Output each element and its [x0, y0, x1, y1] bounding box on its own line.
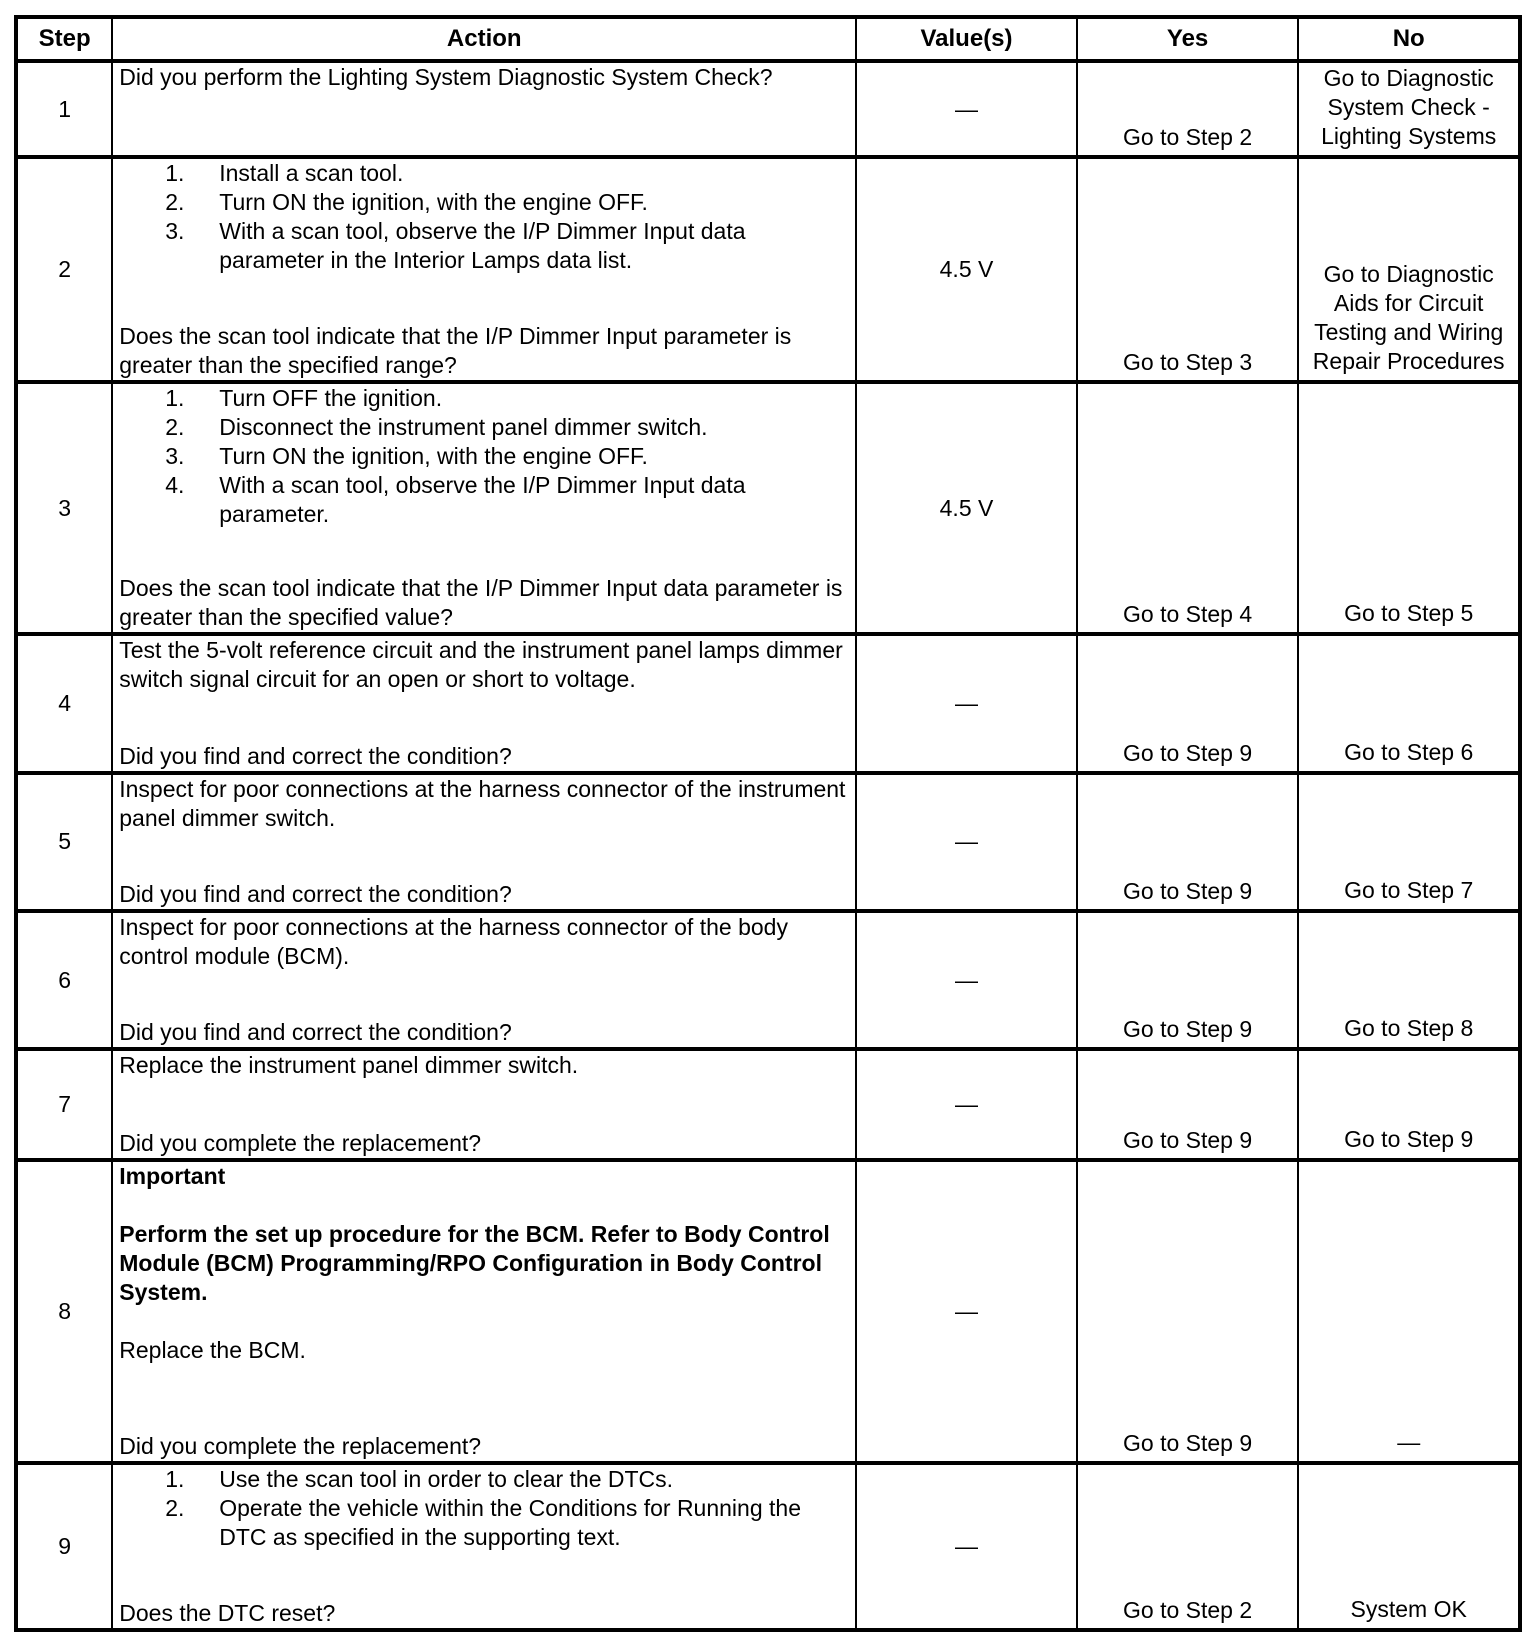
action-steps: [119, 1465, 849, 1552]
table-row: [16, 1160, 1520, 1463]
table-row: [16, 382, 1520, 635]
action-cell: [112, 1049, 856, 1159]
table-row: [16, 911, 1520, 1049]
header-yes: Yes: [1077, 17, 1299, 61]
action-question: Did you find and correct the condition?: [119, 1019, 512, 1046]
value-cell: —: [856, 773, 1077, 911]
step-number: 4: [16, 634, 112, 772]
important-text: Perform the set up procedure for the BCM. Refer to Body Control Module (BCM) Programming/RPO Configuration in Body Control System.: [119, 1220, 830, 1305]
no-cell: Go to Step 6: [1298, 634, 1520, 772]
action-step-item: 3. With a scan tool, observe the I/P Dimmer Input data parameter in the Interior Lamps data list.: [165, 218, 746, 274]
action-question: Does the scan tool indicate that the I/P Dimmer Input parameter is greater than the specified range?: [119, 322, 792, 378]
step-number: 6: [16, 911, 112, 1049]
action-cell: [112, 1160, 856, 1463]
header-no: No: [1298, 17, 1520, 61]
step-number: 3: [16, 382, 112, 635]
step-number: 9: [16, 1463, 112, 1631]
action-text: Inspect for poor connections at the harness connector of the body control module (BCM).: [119, 914, 788, 970]
value-cell: 4.5 V: [856, 382, 1077, 635]
step-number: 7: [16, 1049, 112, 1159]
table-row: [16, 61, 1520, 157]
value-cell: —: [856, 911, 1077, 1049]
table-row: [16, 773, 1520, 911]
action-step-item: 3. Turn ON the ignition, with the engine OFF.: [165, 442, 648, 469]
action-cell: [112, 634, 856, 772]
action-question: Does the scan tool indicate that the I/P Dimmer Input data parameter is greater than the specified value?: [119, 575, 843, 631]
table-row: [16, 157, 1520, 382]
table-row: [16, 1463, 1520, 1631]
action-text: Replace the BCM.: [119, 1336, 306, 1363]
no-cell: Go to Step 8: [1298, 911, 1520, 1049]
action-step-item: 2. Turn ON the ignition, with the engine OFF.: [165, 189, 648, 216]
yes-cell: Go to Step 4: [1077, 382, 1299, 635]
step-number: 1: [16, 61, 112, 157]
action-cell: [112, 61, 856, 157]
table-row: [16, 634, 1520, 772]
yes-cell: Go to Step 2: [1077, 1463, 1299, 1631]
header-step: Step: [16, 17, 112, 61]
action-cell: [112, 382, 856, 635]
header-action: Action: [112, 17, 856, 61]
yes-cell: Go to Step 2: [1077, 61, 1299, 157]
no-cell: Go to Diagnostic System Check - Lighting Systems: [1298, 61, 1520, 157]
action-text: Inspect for poor connections at the harness connector of the instrument panel dimmer switch.: [119, 775, 846, 831]
no-cell: Go to Step 9: [1298, 1049, 1520, 1159]
action-cell: [112, 1463, 856, 1631]
no-cell: System OK: [1298, 1463, 1520, 1631]
action-text: Test the 5-volt reference circuit and the instrument panel lamps dimmer switch signal circuit for an open or short to voltage.: [119, 637, 843, 693]
value-cell: —: [856, 1463, 1077, 1631]
value-cell: —: [856, 1160, 1077, 1463]
action-steps: [119, 384, 849, 529]
no-cell: Go to Step 5: [1298, 382, 1520, 635]
action-question: Did you find and correct the condition?: [119, 881, 512, 908]
yes-cell: Go to Step 3: [1077, 157, 1299, 382]
no-cell: Go to Diagnostic Aids for Circuit Testing and Wiring Repair Procedures: [1298, 157, 1520, 382]
action-step-item: 1. Use the scan tool in order to clear the DTCs.: [165, 1465, 674, 1492]
action-question: Did you complete the replacement?: [119, 1432, 482, 1459]
action-steps: [119, 159, 849, 275]
action-question: Did you perform the Lighting System Diagnostic System Check?: [119, 64, 773, 90]
action-step-item: 2. Disconnect the instrument panel dimmer switch.: [165, 413, 708, 440]
action-step-item: 4. With a scan tool, observe the I/P Dimmer Input data parameter.: [165, 471, 746, 527]
value-cell: —: [856, 634, 1077, 772]
step-number: 5: [16, 773, 112, 911]
action-cell: [112, 773, 856, 911]
header-row: [16, 17, 1520, 61]
step-number: 2: [16, 157, 112, 382]
table-row: [16, 1049, 1520, 1159]
no-cell: —: [1298, 1160, 1520, 1463]
action-cell: [112, 157, 856, 382]
yes-cell: Go to Step 9: [1077, 1049, 1299, 1159]
step-number: 8: [16, 1160, 112, 1463]
value-cell: —: [856, 1049, 1077, 1159]
action-cell: [112, 911, 856, 1049]
action-text: Replace the instrument panel dimmer switch.: [119, 1052, 579, 1079]
value-cell: 4.5 V: [856, 157, 1077, 382]
no-cell: Go to Step 7: [1298, 773, 1520, 911]
yes-cell: Go to Step 9: [1077, 773, 1299, 911]
header-values: Value(s): [856, 17, 1077, 61]
action-step-item: 1. Turn OFF the ignition.: [165, 384, 443, 411]
diagnostic-table: [14, 15, 1522, 1632]
action-question: Did you complete the replacement?: [119, 1129, 482, 1156]
action-question: Does the DTC reset?: [119, 1600, 336, 1626]
yes-cell: Go to Step 9: [1077, 1160, 1299, 1463]
action-question: Did you find and correct the condition?: [119, 742, 512, 769]
value-cell: —: [856, 61, 1077, 157]
important-heading: Important: [119, 1162, 226, 1189]
yes-cell: Go to Step 9: [1077, 634, 1299, 772]
action-step-item: 1. Install a scan tool.: [165, 160, 404, 187]
yes-cell: Go to Step 9: [1077, 911, 1299, 1049]
action-step-item: 2. Operate the vehicle within the Conditions for Running the DTC as specified in the supporting text.: [165, 1494, 801, 1550]
